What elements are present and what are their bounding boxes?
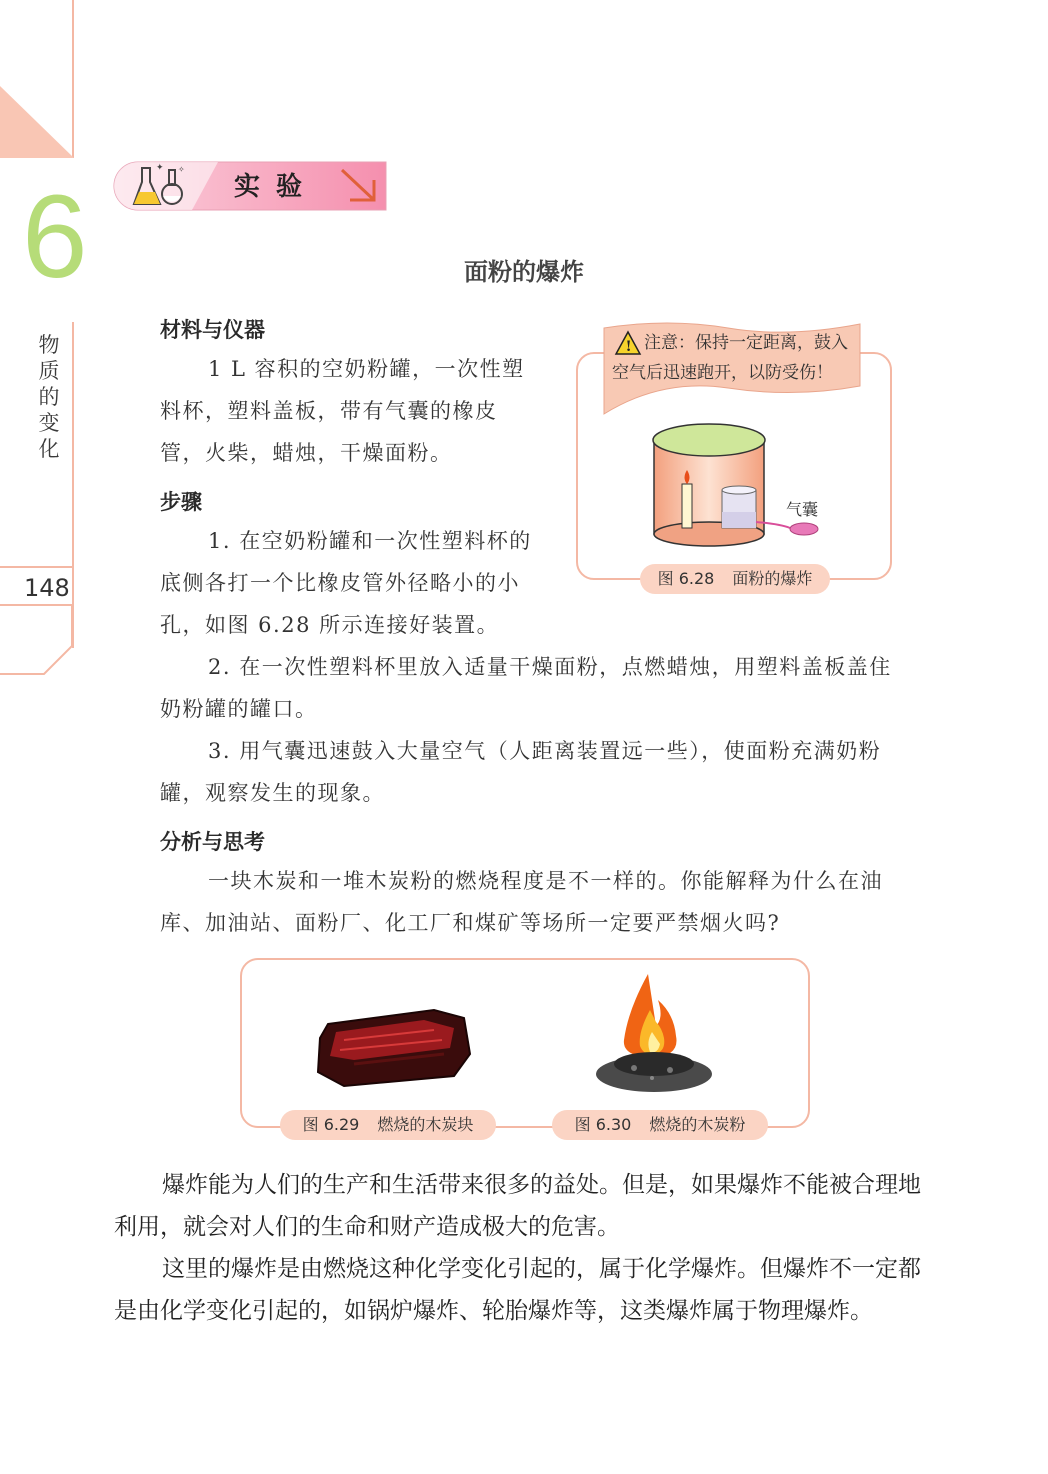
svg-text:✦: ✦ [156,163,164,173]
step-3: 3. 用气囊迅速鼓入大量空气（人距离装置远一些），使面粉充满奶粉罐，观察发生的现象。 [160,739,882,805]
body-paragraph-2: 这里的爆炸是由燃烧这种化学变化引起的，属于化学爆炸。但爆炸不一定都是由化学变化引起的，如锅炉爆炸、轮胎爆炸等，这类爆炸属于物理爆炸。 [114,1256,921,1324]
page-title: 面粉的爆炸 [464,258,584,286]
body-paragraph-1: 爆炸能为人们的生产和生活带来很多的益处。但是，如果爆炸不能被合理地利用，就会对人们的生命和财产造成极大的危害。 [114,1172,921,1240]
materials-text: 1 L 容积的空奶粉罐，一次性塑料杯，塑料盖板，带有气囊的橡皮管，火柴，蜡烛，干燥面粉。 [160,357,525,465]
materials-heading: 材料与仪器 [160,318,265,342]
figure-6-29-caption: 图 6.29 燃烧的木炭块 [280,1110,496,1140]
margin-tail-decoration [0,606,74,676]
chapter-number: 6 [22,171,88,303]
analysis-text: 一块木炭和一堆木炭粉的燃烧程度是不一样的。你能解释为什么在油库、加油站、面粉厂、化工厂和煤矿等场所一定要严禁烟火吗? [160,869,883,935]
figure-6-28-caption: 图 6.28 面粉的爆炸 [640,564,830,594]
chapter-corner-tab [0,86,74,160]
balloon-label: 气囊 [786,500,819,519]
flask-icon [132,160,188,210]
margin-rule-bottom [72,322,74,648]
charcoal-powder-fire-illustration [594,970,716,1094]
step-1: 1. 在空奶粉罐和一次性塑料杯的底侧各打一个比橡皮管外径略小的小孔，如图 6.28 所示连接好装置。 [160,529,532,637]
page-number: 148 [0,566,72,606]
banner-label: 实验 [234,172,319,202]
step-2: 2. 在一次性塑料杯里放入适量干燥面粉，点燃蜡烛，用塑料盖板盖住奶粉罐的罐口。 [160,655,892,721]
figure-6-30-caption: 图 6.30 燃烧的木炭粉 [552,1110,768,1140]
steps-heading: 步骤 [160,490,202,514]
analysis-heading: 分析与思考 [160,830,265,854]
flour-can-apparatus-illustration [640,418,840,550]
warning-text: 注意：保持一定距离，鼓入空气后迅速跑开，以防受伤！ [612,333,848,383]
svg-text:✧: ✧ [178,165,185,174]
svg-text:!: ! [625,339,632,355]
chapter-name: 物质的变化 [38,333,60,461]
charcoal-block-illustration [314,1004,476,1090]
